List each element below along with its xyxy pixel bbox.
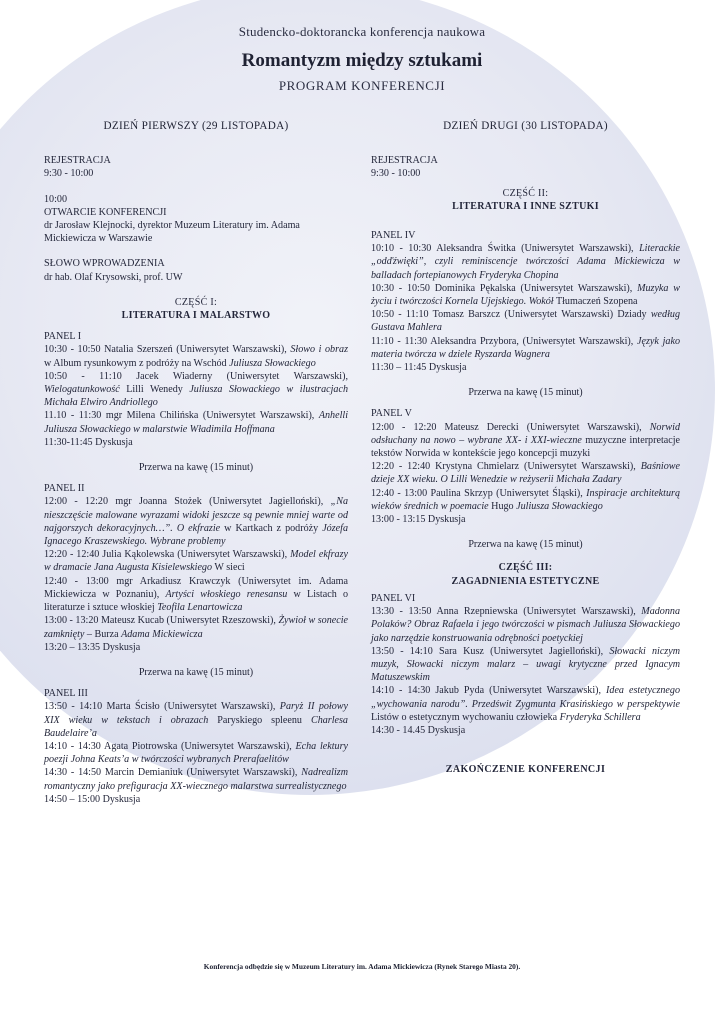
coffee-break: Przerwa na kawę (15 minut) [468, 387, 583, 399]
panel-label: PANEL III [44, 688, 88, 700]
part-two-label: CZĘŚĆ II: [502, 187, 549, 199]
venue-footer: Konferencja odbędzie się w Muzeum Literatury im. Adama Mickiewicza (Rynek Starego Miasta 20). [203, 962, 521, 971]
talk-item: 12:20 - 12:40 Julia Kąkolewska (Uniwersytet Warszawski), Model ekfrazy w dramacie Jana Augusta Kisielewskiego W sieci [44, 549, 348, 574]
opening-text: dr Jarosław Klejnocki, dyrektor Muzeum Literatury im. Adama Mickiewicza w Warszawie [44, 220, 300, 245]
discussion-item: 14:30 - 14.45 Dyskusja [371, 724, 466, 736]
coffee-break: Przerwa na kawę (15 minut) [468, 539, 583, 551]
talk-item: 11.10 - 11:30 mgr Milena Chilińska (Uniwersytet Warszawski), Anhelli Juliusza Słowackiego w malarstwie Władimila Hoffmana [44, 410, 348, 435]
talk-item: 12:20 - 12:40 Krystyna Chmielarz (Uniwersytet Warszawski), Baśniowe dzieje XX wieku. O Lilli Wenedzie w reżyserii Michała Zadary [371, 461, 680, 486]
panel-label: PANEL IV [371, 230, 416, 242]
discussion-item: 11:30-11:45 Dyskusja [44, 436, 133, 448]
registration-label: REJESTRACJA [371, 155, 438, 167]
talk-item: 11:10 - 11:30 Aleksandra Przybora, (Uniwersytet Warszawski), Język jako materia twórcza w dziele Ryszarda Wagnera [371, 335, 680, 360]
talk-item: 12:00 - 12:20 Mateusz Derecki (Uniwersytet Warszawski), Norwid odsłuchany na nowo – wybrane XX- i XXI-wieczne muzyczne interpretacje tekstów Norwida w kontekście jego koncepcji muzyki [371, 421, 680, 460]
panel-label: PANEL V [371, 408, 412, 420]
program-heading: PROGRAM KONFERENCJI [278, 78, 446, 93]
panel-label: PANEL II [44, 483, 85, 495]
discussion-item: 13:20 – 13:35 Dyskusja [44, 641, 141, 653]
panel-label: PANEL VI [371, 592, 416, 604]
talk-item: 10:30 - 10:50 Natalia Szerszeń (Uniwersytet Warszawski), Słowo i obraz w Album rysunkowym z podróży na Wschód Juliusza Słowackiego [44, 344, 349, 369]
talk-item: 14:10 - 14:30 Jakub Pyda (Uniwersytet Warszawski), Idea estetycznego „wychowania narodu”. Przedświt Zygmunta Krasińskiego w perspektywie Listów o estetycznym wychowaniu człowieka Fryderyka Schillera [371, 685, 680, 723]
day-one-column [44, 120, 348, 806]
talk-item: 13:50 - 14:10 Marta Ścisło (Uniwersytet Warszawski), Paryż II połowy XIX wieku w tekstach i obrazach Paryskiego spleenu Charlesa Baudelaire’a [44, 701, 348, 739]
talk-item: 10:50 - 11:10 Jacek Wiaderny (Uniwersytet Warszawski), Wielogatunkowość Lilli Wenedy Juliusza Słowackiego w ilustracjach Michała Elwiro Andriollego [44, 370, 348, 409]
intro-text: dr hab. Olaf Krysowski, prof. UW [44, 271, 183, 283]
intro-label: SŁOWO WPROWADZENIA [44, 258, 165, 270]
talk-item: 10:30 - 10:50 Dominika Pękalska (Uniwersytet Warszawski), Muzyka w życiu i twórczości Kornela Ujejskiego. Wokół Tłumaczeń Szopena [371, 282, 680, 308]
coffee-break: Przerwa na kawę (15 minut) [138, 462, 254, 474]
talk-item: 12:40 - 13:00 mgr Arkadiusz Krawczyk (Uniwersytet im. Adama Mickiewicza w Poznaniu), Artyści włoskiego renesansu w Listach o literaturze i sztuce włoskiej Teofila Lenartowicza [44, 575, 348, 614]
registration-time: 9:30 - 10:00 [371, 168, 421, 180]
day-one-title: DZIEŃ PIERWSZY (29 LISTOPADA) [103, 120, 289, 132]
discussion-item: 14:50 – 15:00 Dyskusja [44, 793, 141, 805]
discussion-item: 13:00 - 13:15 Dyskusja [371, 514, 466, 526]
conference-subtitle: Studencko-doktorancka konferencja naukowa [238, 24, 486, 39]
part-three-label: CZĘŚĆ III: [498, 562, 553, 574]
panel-label: PANEL I [44, 331, 82, 343]
opening-label: OTWARCIE KONFERENCJI [44, 206, 167, 218]
day-two-column [371, 120, 680, 776]
talk-item: 10:10 - 10:30 Aleksandra Świtka (Uniwersytet Warszawski), Literackie „odďźwięki”, czyli reminiscencje twórczości Adama Mickiewicza w balladach fortepianowych Fryderyka Chopina [371, 243, 680, 281]
talk-item: 13:30 - 13:50 Anna Rzepniewska (Uniwersytet Warszawski), Madonna Polaków? Obraz Rafaela i jego twórczości w pismach Juliusza Słowackiego jako narzędzie konstruowania odrębności poetyckiej [371, 606, 680, 644]
part-three-title: ZAGADNIENIA ESTETYCZNE [451, 575, 600, 587]
part-two-title: LITERATURA I INNE SZTUKI [452, 200, 599, 212]
talk-item: 12:40 - 13:00 Paulina Skrzyp (Uniwersytet Śląski), Inspiracje architekturą wieków średnich w poemacie Hugo Juliusza Słowackiego [371, 487, 680, 512]
registration-label: REJESTRACJA [44, 155, 111, 167]
day-two-title: DZIEŃ DRUGI (30 LISTOPADA) [443, 120, 608, 132]
talk-item: 13:50 - 14:10 Sara Kusz (Uniwersytet Jagielloński), Słowacki niczym muzyk, Słowacki niczym malarz – uwagi krytyczne przed Ignacym Matuszewskim [371, 645, 680, 684]
talk-item: 14:10 - 14:30 Agata Piotrowska (Uniwersytet Warszawski), Echa lektury poezji Johna Keats’a w twórczości wybranych Prerafaelitów [44, 740, 348, 766]
coffee-break: Przerwa na kawę (15 minut) [138, 666, 254, 678]
discussion-item: 11:30 – 11:45 Dyskusja [371, 362, 467, 374]
conference-title: Romantyzm między sztukami [241, 50, 483, 71]
registration-time: 9:30 - 10:00 [44, 168, 94, 180]
talk-item: 13:00 - 13:20 Mateusz Kucab (Uniwersytet Rzeszowski), Żywioł w sonecie zamknięty – Burza Adama Mickiewicza [44, 615, 348, 640]
part-one-label: CZĘŚĆ I: [174, 296, 218, 308]
talk-item: 10:50 - 11:10 Tomasz Barszcz (Uniwersytet Warszawski) Dziady według Gustava Mahlera [371, 309, 680, 334]
part-one-title: LITERATURA I MALARSTWO [121, 310, 271, 322]
closing-heading: ZAKOŃCZENIE KONFERENCJI [445, 764, 606, 776]
talk-item: 12:00 - 12:20 mgr Joanna Stożek (Uniwersytet Jagielloński), „Na nieszczęście malowane wyrazami widoki jeszcze są pewnie mniej warte od najgorszych dekoracyjnych…”. O ekfrazie w Kartkach z podróży Józefa Ignacego Kraszewskiego. Wybrane problemy [44, 496, 348, 548]
talk-item: 14:30 - 14:50 Marcin Demianiuk (Uniwersytet Warszawski), Nadrealizm romantyczny jako prefiguracja XX-wiecznego malarstwa surrealistycznego [44, 767, 348, 792]
opening-time: 10:00 [44, 193, 67, 205]
